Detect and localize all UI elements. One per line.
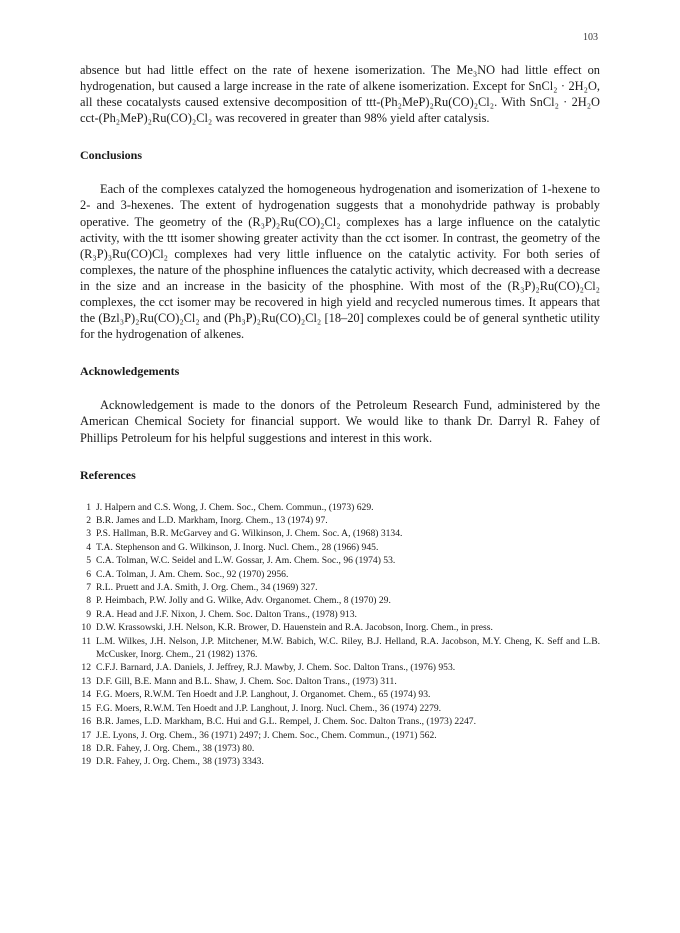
reference-number: 11 (81, 635, 91, 647)
reference-number: 7 (86, 582, 91, 594)
reference-item (80, 688, 600, 701)
reference-item (80, 742, 600, 755)
references-heading: References (80, 467, 136, 482)
reference-item (80, 568, 600, 581)
reference-number: 6 (86, 568, 91, 580)
reference-text: R.L. Pruett and J.A. Smith, J. Org. Chem., 34 (1969) 327. (96, 582, 318, 594)
reference-number: 12 (81, 662, 91, 674)
reference-text: C.A. Tolman, J. Am. Chem. Soc., 92 (1970) 2956. (96, 568, 289, 580)
reference-item (80, 755, 600, 768)
reference-item (80, 635, 600, 662)
reference-text: D.R. Fahey, J. Org. Chem., 38 (1973) 80. (96, 742, 255, 754)
reference-text: F.G. Moers, R.W.M. Ten Hoedt and J.P. Langhout, J. Organomet. Chem., 65 (1974) 93. (96, 689, 431, 701)
reference-text: D.R. Fahey, J. Org. Chem., 38 (1973) 3343. (96, 756, 264, 768)
reference-item (80, 729, 600, 742)
reference-item (80, 608, 600, 621)
reference-text: R.A. Head and J.F. Nixon, J. Chem. Soc. Dalton Trans., (1978) 913. (96, 608, 357, 620)
reference-number: 5 (86, 555, 91, 567)
reference-number: 16 (81, 716, 91, 728)
reference-text: L.M. Wilkes, J.H. Nelson, J.P. Mitchener, M.W. Babich, W.C. Riley, B.J. Helland, R.A. Jacobson, M.Y. Cheng, K. Seff and L.B. McCusker, Inorg. Chem., 21 (1982) 1376. (96, 635, 600, 661)
reference-text: B.R. James and L.D. Markham, Inorg. Chem., 13 (1974) 97. (96, 515, 328, 526)
reference-number: 8 (86, 595, 91, 607)
reference-text: P. Heimbach, P.W. Jolly and G. Wilke, Adv. Organomet. Chem., 8 (1970) 29. (96, 595, 391, 607)
conclusions-heading: Conclusions (80, 148, 143, 163)
reference-number: 13 (81, 675, 91, 687)
reference-item (80, 594, 600, 607)
reference-number: 4 (86, 541, 91, 553)
reference-number: 10 (81, 622, 91, 634)
reference-text: J. Halpern and C.S. Wong, J. Chem. Soc., Chem. Commun., (1973) 629. (96, 501, 374, 513)
reference-text: D.F. Gill, B.E. Mann and B.L. Shaw, J. Chem. Soc. Dalton Trans., (1973) 311. (96, 675, 397, 687)
reference-number: 1 (86, 501, 91, 513)
reference-text: J.E. Lyons, J. Org. Chem., 36 (1971) 2497; J. Chem. Soc., Chem. Commun., (1971) 562. (96, 729, 437, 741)
reference-number: 9 (86, 608, 91, 620)
reference-item (80, 581, 600, 594)
reference-item (80, 702, 600, 715)
reference-item (80, 621, 600, 634)
acknowledgements-paragraph: Acknowledgement is made to the donors of the Petroleum Research Fund, administered by the American Chemical Society for financial support. We would like to thank Dr. Darryl R. Fahey of Phillips Petroleum for his helpful suggestions and interest in this work. (80, 398, 600, 445)
reference-text: C.A. Tolman, W.C. Seidel and L.W. Gossar, J. Am. Chem. Soc., 96 (1974) 53. (96, 555, 396, 567)
reference-text: C.F.J. Barnard, J.A. Daniels, J. Jeffrey, R.J. Mawby, J. Chem. Soc. Dalton Trans., (1976) 953. (96, 662, 456, 674)
reference-item (80, 501, 600, 514)
reference-item (80, 554, 600, 567)
reference-text: B.R. James, L.D. Markham, B.C. Hui and G.L. Rempel, J. Chem. Soc. Dalton Trans., (1973) 2247. (96, 716, 476, 728)
reference-number: 18 (81, 742, 91, 754)
reference-text: P.S. Hallman, B.R. McGarvey and G. Wilkinson, J. Chem. Soc. A, (1968) 3134. (96, 528, 403, 540)
reference-number: 17 (81, 729, 91, 741)
reference-number: 14 (81, 689, 91, 701)
page-number: 103 (583, 32, 598, 43)
reference-list (80, 501, 600, 769)
intro-paragraph: absence but had little effect on the rate of hexene isomerization. The Me₃NO had little effect on hydrogenation, but caused a large increase in the rate of alkene isomerization. Except for SnCl₂ · 2H₂O, all these cocatalysts caused extensive decomposition of ttt-(Ph₂MeP)₂Ru(CO)₂Cl₂. With SnCl₂ · 2H₂O cct-(Ph₂MeP)₂Ru(CO)₂Cl₂ was recovered in greater than 98% yield after catalysis. (80, 63, 600, 126)
article-body (80, 62, 600, 769)
reference-number: 19 (81, 756, 91, 768)
conclusions-paragraph: Each of the complexes catalyzed the homogeneous hydrogenation and isomerization of 1-hexene to 2- and 3-hexenes. The extent of hydrogenation suggests that a monohydride pathway is probably operative. The geometry of the (R₃P)₂Ru(CO)₂Cl₂ complexes has a large influence on the catalytic activity, with the ttt isomer showing greater activity than the cct isomer. In contrast, the geometry of the (R₃P)₃Ru(CO)Cl₂ complexes had very little influence on the catalytic activity. For both series of complexes, the nature of the phosphine influences the catalytic activity, which decreased with a decrease in the size and an increase in the basicity of the phosphine. With most of the (R₃P)₂Ru(CO)₂Cl₂ complexes, the cct isomer may be recovered in high yield and recycled numerous times. It appears that the (Bzl₃P)₂Ru(CO)₂Cl₂ and (Ph₃P)₂Ru(CO)₂Cl₂ [18–20] complexes could be of general synthetic utility for the hydrogenation of alkenes. (80, 182, 600, 342)
reference-text: F.G. Moers, R.W.M. Ten Hoedt and J.P. Langhout, J. Inorg. Nucl. Chem., 36 (1974) 2279. (96, 702, 442, 714)
reference-item (80, 661, 600, 674)
reference-text: D.W. Krassowski, J.H. Nelson, K.R. Brower, D. Hauenstein and R.A. Jacobson, Inorg. Chem., in press. (96, 622, 493, 634)
reference-item (80, 514, 600, 527)
acknowledgements-heading: Acknowledgements (80, 364, 180, 379)
reference-item (80, 541, 600, 554)
reference-text: T.A. Stephenson and G. Wilkinson, J. Inorg. Nucl. Chem., 28 (1966) 945. (96, 541, 379, 553)
reference-item (80, 675, 600, 688)
reference-item (80, 527, 600, 540)
reference-item (80, 715, 600, 728)
reference-number: 3 (86, 528, 91, 540)
reference-number: 15 (81, 702, 91, 714)
reference-number: 2 (86, 515, 91, 526)
